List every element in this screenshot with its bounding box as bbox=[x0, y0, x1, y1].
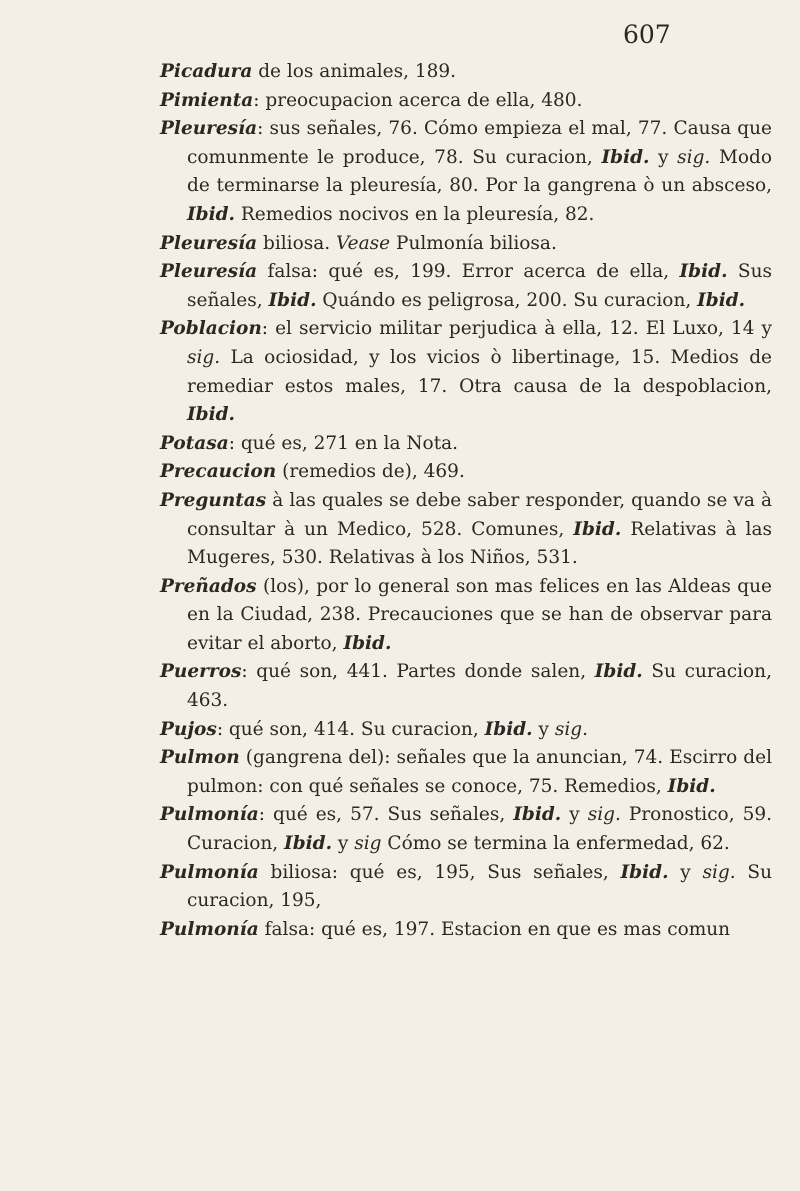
entry-reference: sig bbox=[354, 833, 382, 855]
entry-text: Sus señales, bbox=[187, 261, 772, 311]
entry-reference: Ibid. bbox=[343, 632, 392, 654]
entry-keyword: Pujos bbox=[160, 718, 217, 740]
entry-text: : qué son, 441. Partes donde salen, bbox=[241, 661, 595, 683]
index-entries bbox=[160, 58, 772, 944]
entry-reference: Vease bbox=[336, 232, 391, 254]
index-entry-pulmonia-falsa bbox=[160, 916, 772, 945]
entry-text: La ociosidad, y los vicios ò libertinage, 15. Medios de remediar estos males, 17. Otra causa de la despoblacion, bbox=[187, 346, 772, 397]
entry-keyword: Preñados bbox=[160, 575, 257, 597]
index-entry-pleuresia-falsa bbox=[160, 258, 772, 315]
entry-text: y bbox=[668, 861, 703, 883]
index-entry-poblacion bbox=[160, 315, 772, 429]
entry-text: Cómo se termina la enfermedad, 62. bbox=[381, 833, 730, 855]
entry-reference: sig. bbox=[587, 804, 621, 826]
entry-text: : qué es, 271 en la Nota. bbox=[228, 432, 459, 454]
entry-text: Quándo es peligrosa, 200. Su curacion, bbox=[316, 289, 698, 311]
entry-text: Su curacion, 463. bbox=[187, 661, 772, 712]
entry-text: (los), por lo general son mas felices en las Aldeas que en la Ciudad, 238. Precauciones que se han de observar para evitar el aborto, bbox=[187, 575, 772, 654]
entry-keyword: Pleuresía bbox=[160, 261, 258, 283]
entry-keyword: Pulmonía bbox=[160, 861, 259, 883]
entry-text: : el servicio militar perjudica à ella, 12. El Luxo, 14 y bbox=[261, 318, 772, 340]
entry-reference: Ibid. bbox=[284, 833, 333, 855]
index-entry-precaucion bbox=[160, 458, 772, 487]
entry-reference: Ibid. bbox=[187, 404, 235, 426]
entry-keyword: Picadura bbox=[160, 61, 253, 82]
entry-text: de los animales, 189. bbox=[252, 61, 457, 82]
entry-reference: sig. bbox=[554, 718, 588, 740]
index-entry-pleuresia-biliosa bbox=[160, 230, 772, 259]
entry-text: : sus señales, 76. Cómo empieza el mal, 77. Causa que comunmente le produce, 78. Su curacion, bbox=[187, 118, 772, 168]
index-entry-pulmonia-biliosa bbox=[160, 859, 772, 916]
index-entry-pulmon bbox=[160, 744, 772, 801]
entry-text: Pronostico, 59. Curacion, bbox=[187, 804, 773, 855]
entry-reference: Ibid. bbox=[667, 775, 716, 797]
entry-keyword: Poblacion bbox=[160, 318, 262, 340]
entry-text: : qué son, 414. Su curacion, bbox=[216, 718, 485, 740]
entry-keyword: Preguntas bbox=[160, 489, 267, 511]
entry-reference: Ibid. bbox=[620, 861, 669, 883]
index-entry-pimienta bbox=[160, 87, 772, 116]
entry-text: (remedios de), 469. bbox=[276, 461, 465, 483]
index-entry-pujos bbox=[160, 716, 772, 745]
entry-text: (gangrena del): señales que la anuncian, 74. Escirro del pulmon: con qué señales se conoce, 75. Remedios, bbox=[187, 747, 772, 797]
entry-reference: Ibid. bbox=[187, 203, 235, 225]
entry-text: biliosa: qué es, 195, Sus señales, bbox=[258, 861, 621, 883]
index-entry-prenados bbox=[160, 573, 772, 659]
entry-text: : preocupacion acerca de ella, 480. bbox=[253, 89, 583, 111]
index-entry-potasa bbox=[160, 430, 772, 459]
entry-reference: sig. bbox=[677, 146, 711, 168]
entry-reference: Ibid. bbox=[513, 804, 562, 826]
page-number: 607 bbox=[623, 20, 671, 49]
entry-text: biliosa. bbox=[257, 232, 337, 254]
entry-text: : qué es, 57. Sus señales, bbox=[258, 804, 514, 826]
entry-text: y bbox=[561, 804, 588, 826]
entry-keyword: Pleuresía bbox=[160, 118, 258, 140]
entry-reference: Ibid. bbox=[573, 518, 622, 540]
entry-text: Su curacion, 195, bbox=[187, 861, 772, 912]
entry-reference: sig. bbox=[187, 346, 221, 368]
entry-text: y bbox=[332, 833, 355, 855]
entry-text: falsa: qué es, 197. Estacion en que es mas comun bbox=[258, 918, 731, 940]
entry-reference: Ibid. bbox=[601, 146, 650, 168]
entry-keyword: Puerros bbox=[160, 661, 242, 683]
entry-text: y bbox=[649, 146, 678, 168]
index-entry-pulmonia bbox=[160, 801, 772, 858]
entry-reference: Ibid. bbox=[268, 289, 317, 311]
entry-text: Modo de terminarse la pleuresía, 80. Por la gangrena ò un absceso, bbox=[187, 146, 773, 197]
entry-text: falsa: qué es, 199. Error acerca de ella, bbox=[257, 261, 680, 283]
entry-reference: Ibid. bbox=[594, 661, 643, 683]
index-entry-picadura bbox=[160, 58, 772, 87]
entry-reference: sig. bbox=[702, 861, 736, 883]
entry-reference: Ibid. bbox=[679, 261, 728, 283]
entry-reference: Ibid. bbox=[484, 718, 533, 740]
index-entry-preguntas bbox=[160, 487, 772, 573]
entry-keyword: Potasa bbox=[160, 432, 229, 454]
entry-keyword: Pulmon bbox=[160, 747, 240, 769]
entry-keyword: Pleuresía bbox=[160, 232, 258, 254]
entry-text: Pulmonía biliosa. bbox=[390, 232, 557, 254]
entry-keyword: Pulmonía bbox=[160, 918, 259, 940]
entry-keyword: Pulmonía bbox=[160, 804, 259, 826]
entry-reference: Ibid. bbox=[697, 289, 746, 311]
entry-text: y bbox=[532, 718, 555, 740]
entry-keyword: Pimienta bbox=[160, 89, 254, 111]
entry-keyword: Precaucion bbox=[160, 461, 277, 483]
entry-text: Remedios nocivos en la pleuresía, 82. bbox=[235, 203, 595, 225]
entry-text: à las quales se debe saber responder, quando se va à consultar à un Medico, 528. Comunes, bbox=[187, 489, 772, 540]
index-entry-pleuresia bbox=[160, 115, 772, 229]
index-entry-puerros bbox=[160, 658, 772, 715]
entry-text: Relativas à las Mugeres, 530. Relativas à los Niños, 531. bbox=[187, 518, 773, 569]
